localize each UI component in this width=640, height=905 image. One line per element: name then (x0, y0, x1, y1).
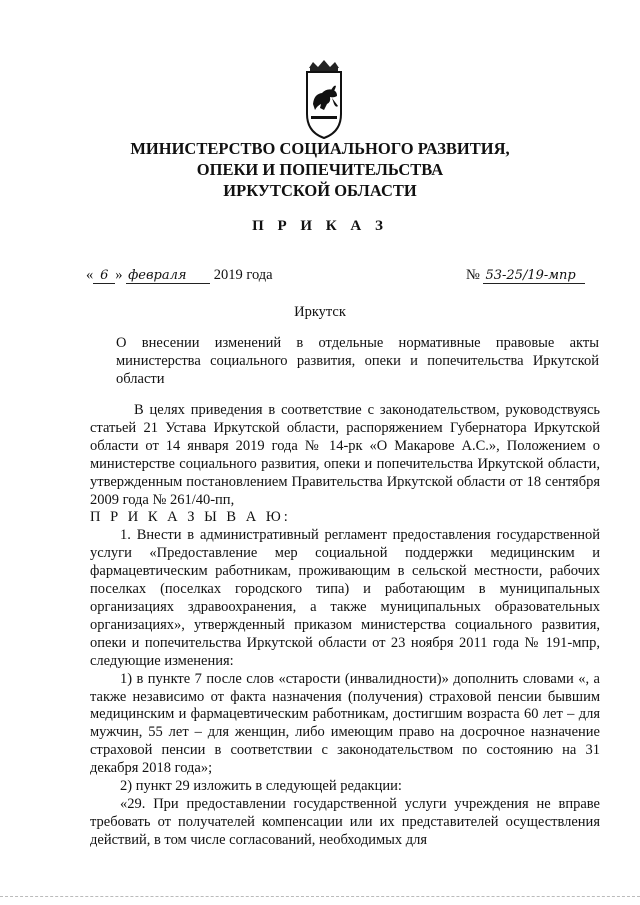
item-1-paragraph: 1. Внести в административный регламент предоставления государственной услуги «Предоставление мер социальной поддержки медицинским и фармацевтическим работникам, проживающим в сельской местности, рабочих поселках (поселках городского типа) и работающим в муниципальных организациях здравоохранения, а также муниципальных образовательных организациях», утвержденный приказом министерства социального развития, опеки и попечительства Иркутской области от 23 ноября 2011 года № 191-мпр, следующие изменения: (90, 527, 600, 669)
order-number (466, 267, 585, 284)
order-date (86, 267, 273, 284)
sub-item-1: 1) в пункте 7 после слов «старости (инвалидности)» дополнить словами «, а также независимо от факта назначения (получения) страховой пенсии бывшим медицинским и фармацевтическим работникам, достигшим возраста 60 лет – для мужчин, 55 лет – для женщин, либо имеющим право на досрочное назначение страховой пенсии в соответствии с законодательством по состоянию на 31 декабря 2018 года»; (90, 670, 600, 777)
date-close-quote: » (115, 267, 123, 283)
number-value: 53-25/19-мпр (483, 268, 585, 284)
order-word: П Р И К А З Ы В А Ю: (90, 509, 291, 526)
date-open-quote: « (86, 267, 94, 283)
ministry-line: ОПЕКИ И ПОПЕЧИТЕЛЬСТВА (196, 160, 444, 179)
ministry-line: ИРКУТСКОЙ ОБЛАСТИ (223, 181, 417, 200)
ministry-line: МИНИСТЕРСТВО СОЦИАЛЬНОГО РАЗВИТИЯ, (130, 139, 510, 158)
quote-paragraph-29: «29. При предоставлении государственной услуги учреждения не вправе требовать от получателей компенсации или их представителей осуществления действий, в том числе согласований, необходимых для (90, 795, 600, 848)
document-type: П Р И К А З (252, 218, 388, 234)
intro-paragraph: В целях приведения в соответствие с законодательством, руководствуясь статьей 21 Устава Иркутской области, распоряжением Губернатора Иркутской области от 14 января 2019 года № 14-рк «О Макарове А.С.», Положением о министерстве социального развития, опеки и попечительства Иркутской области, утвержденным постановлением Правительства Иркутской области от 18 сентября 2009 года № 261/40-пп, (90, 402, 600, 508)
number-label: № (466, 267, 480, 283)
ministry-name (100, 138, 540, 201)
document-body (90, 402, 600, 850)
date-day: 6 (93, 268, 115, 284)
page-bottom-rule (0, 896, 640, 897)
city: Иркутск (294, 304, 346, 320)
date-month: февраля (126, 268, 210, 284)
sub-item-2: 2) пункт 29 изложить в следующей редакции: (120, 778, 402, 795)
coat-of-arms-icon (300, 58, 348, 142)
order-subject: О внесении изменений в отдельные нормативные правовые акты министерства социального развития, опеки и попечительства Иркутской области (116, 335, 599, 387)
date-year: 2019 года (213, 267, 273, 283)
